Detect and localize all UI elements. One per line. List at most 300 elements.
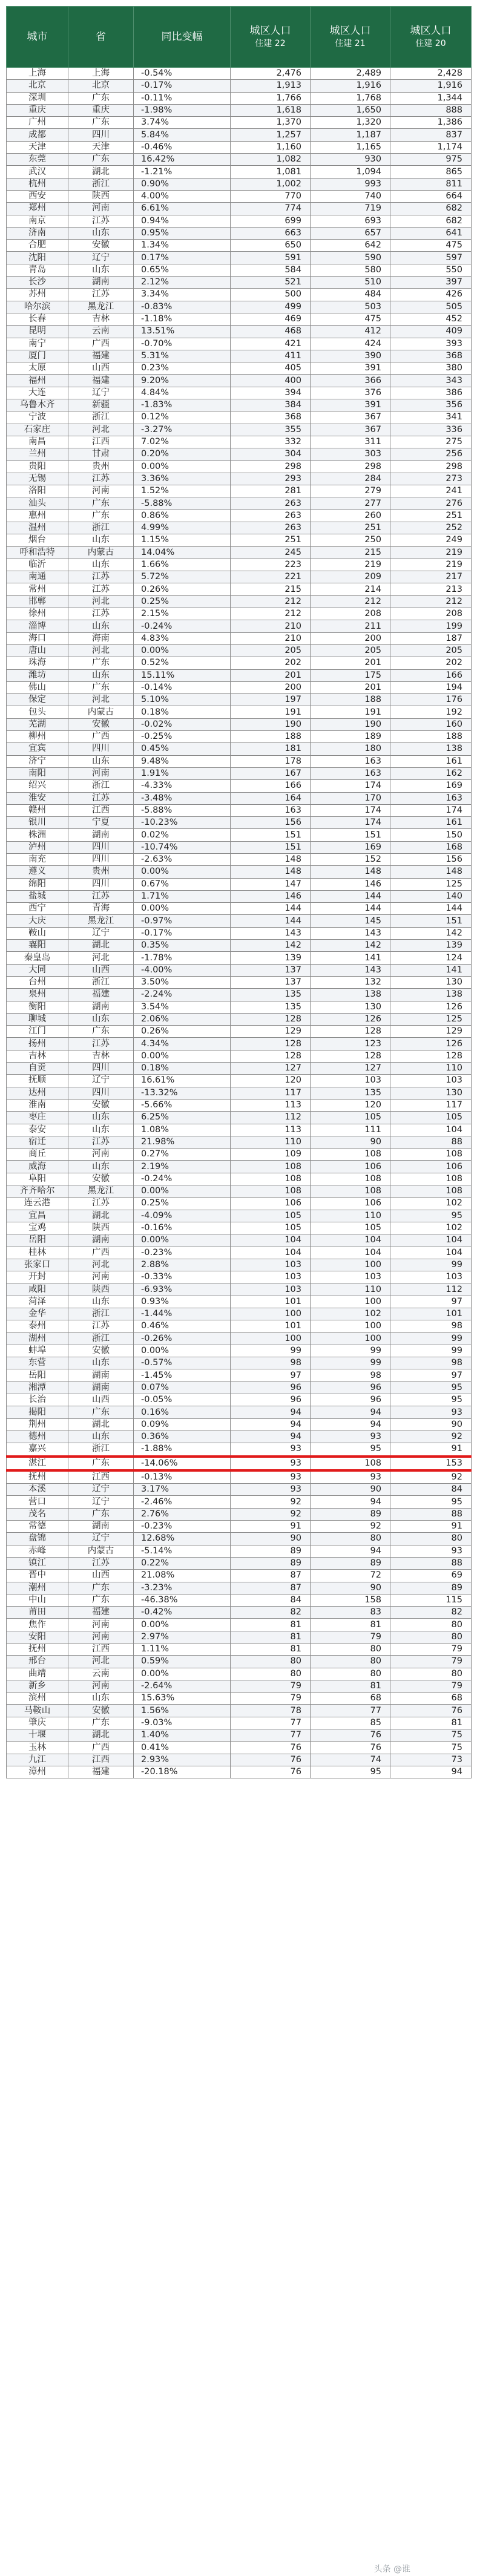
cell-pop-20: 91	[390, 1521, 472, 1533]
cell-pop-20: 641	[390, 227, 472, 239]
table-row	[7, 989, 472, 1001]
cell-pop-22: 263	[231, 522, 311, 534]
cell-province: 山西	[68, 1570, 134, 1582]
cell-pop-20: 80	[390, 1668, 472, 1680]
cell-pop-21: 174	[311, 817, 390, 829]
cell-province: 内蒙古	[68, 1545, 134, 1557]
table-row	[7, 743, 472, 755]
cell-city: 上海	[7, 68, 68, 80]
cell-city: 泰安	[7, 1124, 68, 1136]
cell-pop-22: 80	[231, 1656, 311, 1668]
table-row	[7, 460, 472, 473]
table-row	[7, 510, 472, 522]
cell-pop-20: 212	[390, 595, 472, 608]
cell-pop-21: 76	[311, 1729, 390, 1742]
table-row	[7, 522, 472, 534]
cell-pop-21: 251	[311, 522, 390, 534]
cell-yoy-change: -13.32%	[134, 1087, 231, 1099]
cell-pop-21: 100	[311, 1320, 390, 1332]
table-row	[7, 1259, 472, 1271]
table-row	[7, 313, 472, 325]
table-row	[7, 1533, 472, 1545]
cell-province: 广东	[68, 1594, 134, 1606]
cell-pop-22: 215	[231, 583, 311, 595]
cell-province: 广东	[68, 1457, 134, 1470]
cell-city: 大庆	[7, 915, 68, 927]
cell-yoy-change: 0.00%	[134, 1234, 231, 1247]
cell-pop-22: 137	[231, 964, 311, 976]
cell-city: 遵义	[7, 866, 68, 878]
cell-province: 山东	[68, 1357, 134, 1369]
table-row	[7, 952, 472, 964]
cell-pop-21: 83	[311, 1607, 390, 1619]
table-row	[7, 583, 472, 595]
cell-pop-22: 263	[231, 497, 311, 510]
cell-yoy-change: 0.00%	[134, 903, 231, 915]
cell-pop-21: 148	[311, 866, 390, 878]
cell-pop-22: 355	[231, 424, 311, 436]
cell-pop-22: 469	[231, 313, 311, 325]
cell-pop-22: 405	[231, 362, 311, 375]
cell-province: 河北	[68, 644, 134, 657]
table-row	[7, 1443, 472, 1457]
cell-yoy-change: 0.93%	[134, 1296, 231, 1308]
cell-province: 河南	[68, 1619, 134, 1631]
table-row	[7, 792, 472, 804]
cell-pop-21: 108	[311, 1185, 390, 1198]
cell-pop-21: 93	[311, 1431, 390, 1443]
table-row	[7, 1570, 472, 1582]
table-row	[7, 1198, 472, 1210]
cell-pop-20: 73	[390, 1754, 472, 1766]
table-row	[7, 1406, 472, 1418]
header-pop-21: 城区人口 住建 21	[311, 7, 390, 68]
cell-yoy-change: -3.27%	[134, 424, 231, 436]
cell-city: 芜湖	[7, 718, 68, 730]
cell-pop-20: 125	[390, 878, 472, 890]
cell-yoy-change: -1.98%	[134, 104, 231, 116]
cell-pop-22: 210	[231, 632, 311, 644]
cell-pop-20: 682	[390, 203, 472, 215]
cell-city: 汕头	[7, 497, 68, 510]
table-row	[7, 1484, 472, 1496]
cell-province: 湖北	[68, 1418, 134, 1431]
cell-city: 福州	[7, 375, 68, 387]
table-row	[7, 129, 472, 141]
table-row	[7, 1124, 472, 1136]
table-row	[7, 227, 472, 239]
cell-province: 河北	[68, 694, 134, 706]
cell-pop-20: 888	[390, 104, 472, 116]
table-row	[7, 755, 472, 767]
cell-pop-22: 103	[231, 1271, 311, 1283]
cell-province: 福建	[68, 1607, 134, 1619]
cell-pop-20: 163	[390, 792, 472, 804]
table-row	[7, 350, 472, 362]
cell-pop-22: 774	[231, 203, 311, 215]
cell-pop-21: 367	[311, 411, 390, 424]
cell-city: 济宁	[7, 755, 68, 767]
cell-city: 长治	[7, 1394, 68, 1406]
cell-pop-22: 591	[231, 252, 311, 264]
cell-city: 盐城	[7, 890, 68, 902]
cell-pop-22: 210	[231, 620, 311, 632]
cell-yoy-change: 14.04%	[134, 546, 231, 559]
cell-pop-20: 91	[390, 1443, 472, 1457]
cell-pop-20: 251	[390, 510, 472, 522]
cell-city: 烟台	[7, 534, 68, 546]
cell-province: 安徽	[68, 1345, 134, 1357]
table-row	[7, 141, 472, 153]
cell-pop-20: 99	[390, 1259, 472, 1271]
cell-city: 秦皇岛	[7, 952, 68, 964]
cell-pop-22: 400	[231, 375, 311, 387]
cell-city: 贵阳	[7, 460, 68, 473]
cell-city: 商丘	[7, 1149, 68, 1161]
cell-city: 淮安	[7, 792, 68, 804]
cell-pop-20: 192	[390, 706, 472, 718]
cell-yoy-change: 2.19%	[134, 1161, 231, 1173]
cell-pop-21: 279	[311, 485, 390, 497]
cell-pop-21: 209	[311, 571, 390, 583]
cell-pop-20: 160	[390, 718, 472, 730]
cell-province: 陕西	[68, 1222, 134, 1234]
cell-pop-20: 397	[390, 277, 472, 289]
cell-pop-21: 128	[311, 1026, 390, 1038]
table-row	[7, 1247, 472, 1259]
cell-pop-22: 181	[231, 743, 311, 755]
cell-pop-21: 100	[311, 1259, 390, 1271]
cell-pop-22: 92	[231, 1508, 311, 1520]
cell-pop-21: 205	[311, 644, 390, 657]
cell-city: 宿迁	[7, 1136, 68, 1148]
cell-province: 广东	[68, 681, 134, 693]
cell-yoy-change: -10.74%	[134, 841, 231, 853]
cell-city: 安阳	[7, 1631, 68, 1643]
cell-pop-21: 104	[311, 1234, 390, 1247]
cell-pop-20: 95	[390, 1381, 472, 1394]
cell-province: 河北	[68, 424, 134, 436]
cell-yoy-change: 0.94%	[134, 215, 231, 227]
cell-city: 沈阳	[7, 252, 68, 264]
cell-pop-21: 106	[311, 1198, 390, 1210]
cell-pop-22: 113	[231, 1099, 311, 1111]
cell-pop-22: 500	[231, 289, 311, 301]
cell-yoy-change: -4.00%	[134, 964, 231, 976]
cell-city: 南宁	[7, 338, 68, 350]
header-province: 省	[68, 7, 134, 68]
cell-pop-21: 201	[311, 681, 390, 693]
table-row	[7, 927, 472, 939]
cell-city: 德州	[7, 1431, 68, 1443]
cell-province: 江西	[68, 804, 134, 816]
cell-province: 辽宁	[68, 252, 134, 264]
cell-pop-21: 376	[311, 387, 390, 399]
table-row	[7, 767, 472, 779]
cell-yoy-change: -0.57%	[134, 1357, 231, 1369]
cell-province: 湖南	[68, 1369, 134, 1381]
cell-province: 浙江	[68, 178, 134, 190]
cell-pop-22: 79	[231, 1693, 311, 1705]
cell-pop-22: 384	[231, 399, 311, 411]
table-row	[7, 694, 472, 706]
cell-pop-20: 75	[390, 1729, 472, 1742]
cell-province: 山东	[68, 559, 134, 571]
cell-city: 揭阳	[7, 1406, 68, 1418]
cell-yoy-change: 5.31%	[134, 350, 231, 362]
cell-yoy-change: 0.46%	[134, 1320, 231, 1332]
cell-pop-21: 298	[311, 460, 390, 473]
cell-pop-20: 174	[390, 804, 472, 816]
cell-pop-20: 426	[390, 289, 472, 301]
cell-pop-21: 260	[311, 510, 390, 522]
table-row	[7, 841, 472, 853]
table-row	[7, 1222, 472, 1234]
cell-yoy-change: 1.66%	[134, 559, 231, 571]
cell-pop-20: 92	[390, 1431, 472, 1443]
cell-city: 中山	[7, 1594, 68, 1606]
cell-yoy-change: 0.90%	[134, 178, 231, 190]
cell-yoy-change: -4.33%	[134, 780, 231, 792]
cell-city: 潮州	[7, 1582, 68, 1594]
cell-pop-20: 80	[390, 1533, 472, 1545]
table-row	[7, 1470, 472, 1484]
cell-pop-21: 391	[311, 399, 390, 411]
cell-pop-22: 263	[231, 510, 311, 522]
cell-yoy-change: 0.95%	[134, 227, 231, 239]
table-row	[7, 1717, 472, 1729]
cell-yoy-change: 0.67%	[134, 878, 231, 890]
cell-pop-20: 94	[390, 1766, 472, 1778]
cell-province: 山东	[68, 227, 134, 239]
cell-province: 内蒙古	[68, 706, 134, 718]
cell-province: 山西	[68, 1394, 134, 1406]
cell-province: 广东	[68, 1582, 134, 1594]
table-header	[7, 7, 472, 68]
cell-pop-22: 89	[231, 1545, 311, 1557]
cell-pop-20: 130	[390, 1087, 472, 1099]
cell-pop-20: 104	[390, 1234, 472, 1247]
cell-city: 银川	[7, 817, 68, 829]
cell-yoy-change: 0.18%	[134, 706, 231, 718]
cell-city: 茂名	[7, 1508, 68, 1520]
cell-pop-21: 503	[311, 301, 390, 313]
cell-yoy-change: 3.50%	[134, 976, 231, 988]
cell-city: 本溪	[7, 1484, 68, 1496]
cell-yoy-change: 0.07%	[134, 1381, 231, 1394]
header-row	[7, 7, 472, 68]
cell-pop-20: 84	[390, 1484, 472, 1496]
cell-pop-21: 219	[311, 559, 390, 571]
cell-city: 哈尔滨	[7, 301, 68, 313]
table-row	[7, 1173, 472, 1185]
cell-pop-21: 130	[311, 1001, 390, 1013]
cell-city: 枣庄	[7, 1112, 68, 1124]
cell-pop-21: 105	[311, 1112, 390, 1124]
cell-yoy-change: 0.00%	[134, 644, 231, 657]
cell-province: 浙江	[68, 1308, 134, 1320]
cell-pop-21: 90	[311, 1136, 390, 1148]
cell-pop-22: 76	[231, 1742, 311, 1754]
cell-pop-21: 94	[311, 1406, 390, 1418]
cell-pop-20: 252	[390, 522, 472, 534]
cell-pop-20: 217	[390, 571, 472, 583]
cell-pop-20: 298	[390, 460, 472, 473]
cell-province: 陕西	[68, 190, 134, 202]
cell-pop-21: 93	[311, 1470, 390, 1484]
cell-pop-20: 82	[390, 1607, 472, 1619]
cell-pop-21: 1,768	[311, 92, 390, 104]
cell-pop-20: 108	[390, 1173, 472, 1185]
table-row	[7, 338, 472, 350]
cell-pop-22: 148	[231, 854, 311, 866]
cell-city: 马鞍山	[7, 1705, 68, 1717]
table-row	[7, 154, 472, 166]
cell-pop-20: 166	[390, 669, 472, 681]
cell-city: 湖州	[7, 1332, 68, 1345]
cell-yoy-change: 2.06%	[134, 1013, 231, 1025]
cell-province: 河南	[68, 767, 134, 779]
cell-city: 兰州	[7, 448, 68, 460]
table-row	[7, 1582, 472, 1594]
cell-province: 江苏	[68, 1557, 134, 1569]
cell-city: 淄博	[7, 620, 68, 632]
cell-city: 玉林	[7, 1742, 68, 1754]
cell-pop-20: 98	[390, 1320, 472, 1332]
cell-yoy-change: 0.17%	[134, 252, 231, 264]
cell-province: 福建	[68, 350, 134, 362]
cell-city: 石家庄	[7, 424, 68, 436]
table-row	[7, 301, 472, 313]
table-row	[7, 1296, 472, 1308]
cell-pop-22: 663	[231, 227, 311, 239]
cell-pop-22: 94	[231, 1406, 311, 1418]
cell-pop-22: 99	[231, 1345, 311, 1357]
cell-pop-20: 241	[390, 485, 472, 497]
cell-pop-22: 104	[231, 1234, 311, 1247]
cell-yoy-change: -0.24%	[134, 1173, 231, 1185]
cell-yoy-change: 16.42%	[134, 154, 231, 166]
cell-pop-21: 103	[311, 1271, 390, 1283]
table-row	[7, 829, 472, 841]
cell-city: 苏州	[7, 289, 68, 301]
cell-province: 安徽	[68, 1705, 134, 1717]
cell-pop-20: 393	[390, 338, 472, 350]
cell-pop-21: 284	[311, 473, 390, 485]
cell-province: 江苏	[68, 1136, 134, 1148]
cell-pop-20: 142	[390, 927, 472, 939]
cell-city: 杭州	[7, 178, 68, 190]
cell-pop-20: 141	[390, 964, 472, 976]
cell-pop-22: 212	[231, 608, 311, 620]
cell-pop-22: 411	[231, 350, 311, 362]
cell-yoy-change: -1.88%	[134, 1443, 231, 1457]
cell-yoy-change: 1.71%	[134, 890, 231, 902]
cell-pop-22: 521	[231, 277, 311, 289]
table-row	[7, 473, 472, 485]
cell-province: 重庆	[68, 104, 134, 116]
cell-pop-22: 103	[231, 1259, 311, 1271]
cell-pop-22: 368	[231, 411, 311, 424]
cell-province: 安徽	[68, 1099, 134, 1111]
cell-city: 荆州	[7, 1418, 68, 1431]
cell-province: 新疆	[68, 399, 134, 411]
cell-pop-20: 140	[390, 890, 472, 902]
cell-pop-20: 80	[390, 1619, 472, 1631]
table-row	[7, 1050, 472, 1062]
cell-city: 柳州	[7, 731, 68, 743]
cell-pop-20: 130	[390, 976, 472, 988]
cell-pop-22: 80	[231, 1668, 311, 1680]
cell-pop-21: 132	[311, 976, 390, 988]
cell-pop-20: 93	[390, 1545, 472, 1557]
cell-province: 湖南	[68, 1001, 134, 1013]
cell-pop-22: 79	[231, 1680, 311, 1692]
cell-province: 黑龙江	[68, 1185, 134, 1198]
table-row	[7, 1283, 472, 1296]
cell-province: 山东	[68, 669, 134, 681]
cell-pop-20: 219	[390, 559, 472, 571]
cell-pop-22: 76	[231, 1754, 311, 1766]
cell-yoy-change: 1.34%	[134, 240, 231, 252]
cell-pop-20: 153	[390, 1457, 472, 1470]
cell-pop-20: 151	[390, 915, 472, 927]
cell-yoy-change: 3.74%	[134, 117, 231, 129]
cell-province: 浙江	[68, 780, 134, 792]
cell-pop-20: 336	[390, 424, 472, 436]
cell-province: 广西	[68, 338, 134, 350]
cell-yoy-change: -0.13%	[134, 1470, 231, 1484]
cell-pop-21: 191	[311, 706, 390, 718]
table-row	[7, 252, 472, 264]
cell-pop-21: 76	[311, 1742, 390, 1754]
cell-pop-21: 143	[311, 964, 390, 976]
cell-pop-21: 2,489	[311, 68, 390, 80]
cell-province: 浙江	[68, 522, 134, 534]
table-row	[7, 1112, 472, 1124]
cell-pop-20: 124	[390, 952, 472, 964]
cell-pop-20: 112	[390, 1283, 472, 1296]
cell-pop-22: 84	[231, 1594, 311, 1606]
table-row	[7, 1332, 472, 1345]
table-row	[7, 1381, 472, 1394]
cell-city: 佛山	[7, 681, 68, 693]
cell-yoy-change: -0.97%	[134, 915, 231, 927]
cell-pop-20: 837	[390, 129, 472, 141]
cell-province: 广东	[68, 657, 134, 669]
cell-yoy-change: -0.17%	[134, 927, 231, 939]
cell-province: 山东	[68, 1013, 134, 1025]
cell-province: 辽宁	[68, 1533, 134, 1545]
cell-yoy-change: 0.41%	[134, 1742, 231, 1754]
cell-pop-21: 103	[311, 1075, 390, 1087]
cell-province: 云南	[68, 326, 134, 338]
cell-pop-22: 1,002	[231, 178, 311, 190]
cell-province: 江苏	[68, 583, 134, 595]
cell-pop-22: 78	[231, 1705, 311, 1717]
cell-pop-22: 129	[231, 1026, 311, 1038]
cell-yoy-change: -5.88%	[134, 804, 231, 816]
cell-province: 辽宁	[68, 1075, 134, 1087]
cell-province: 福建	[68, 375, 134, 387]
cell-pop-22: 93	[231, 1443, 311, 1457]
header-pop-22: 城区人口 住建 22	[231, 7, 311, 68]
cell-province: 江苏	[68, 1320, 134, 1332]
cell-pop-20: 505	[390, 301, 472, 313]
cell-province: 河北	[68, 1656, 134, 1668]
cell-pop-22: 156	[231, 817, 311, 829]
cell-city: 抚州	[7, 1644, 68, 1656]
